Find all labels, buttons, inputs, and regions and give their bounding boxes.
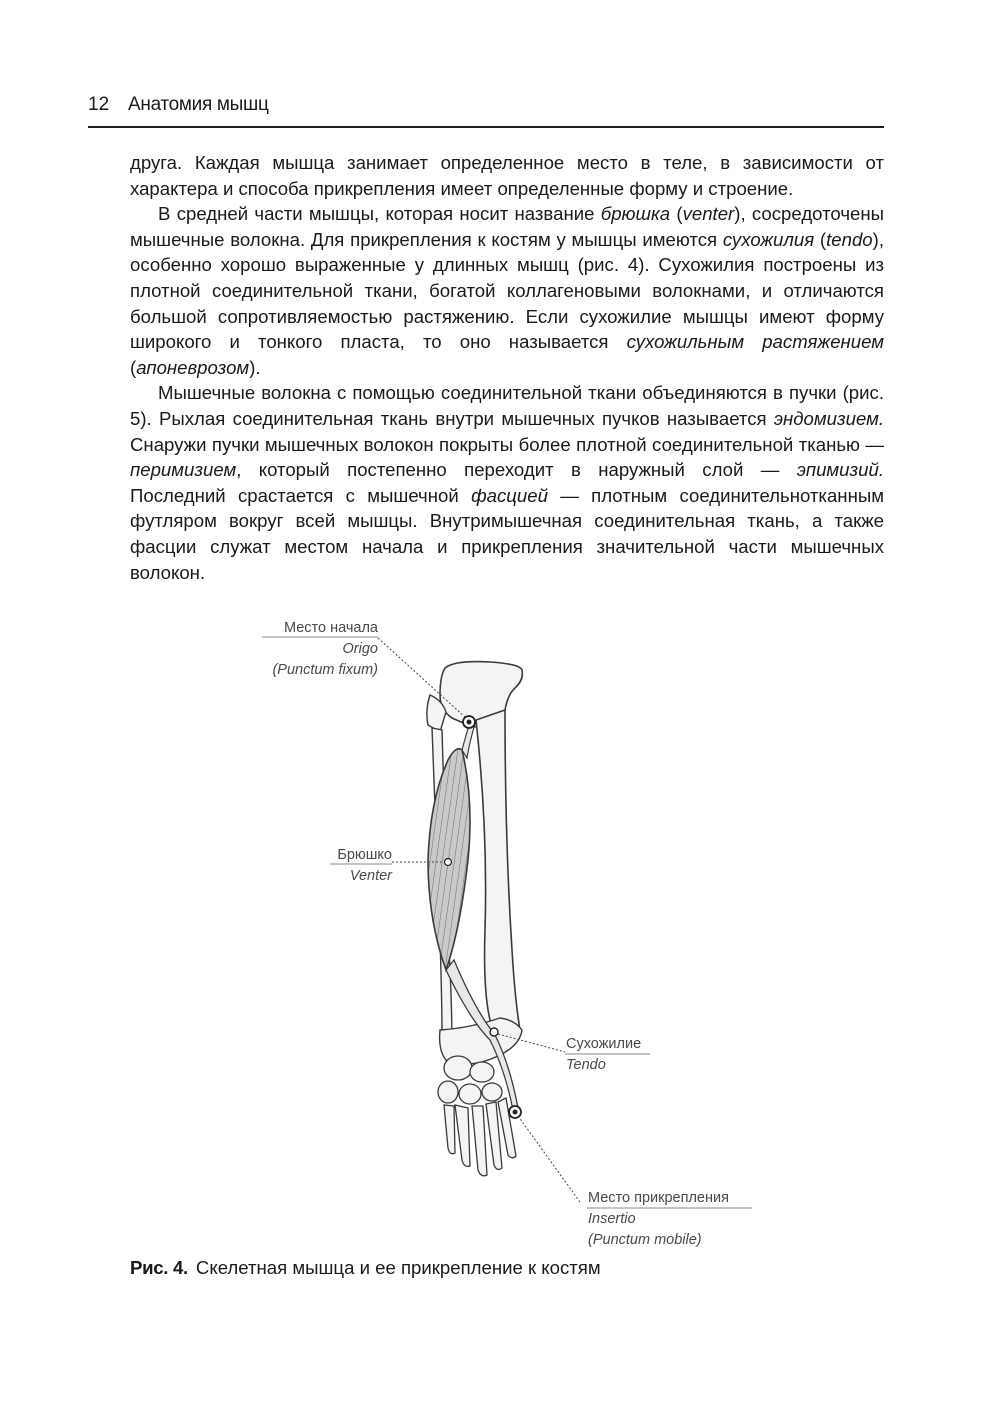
label-tendo-ru: Сухожилие xyxy=(566,1036,642,1052)
caption-label: Рис. 4. xyxy=(130,1257,188,1278)
italic-term: эндомизием. xyxy=(773,407,884,429)
running-title: Анатомия мышц xyxy=(128,94,269,115)
text-run: , который постепенно переходит в наружный слой — xyxy=(236,459,797,481)
text-run: ( xyxy=(814,228,827,250)
label-origin-ru: Место начала xyxy=(283,620,378,636)
italic-term: сухожильным растяжением xyxy=(626,331,884,353)
label-insertio-la: Insertio xyxy=(588,1211,636,1227)
label-insertio-la2: (Punctum mobile) xyxy=(588,1232,702,1248)
label-origin xyxy=(262,618,378,681)
text-run: ). xyxy=(249,356,261,378)
tendo-marker xyxy=(490,1028,498,1036)
text-run: В средней части мышцы, которая носит название xyxy=(158,203,601,225)
label-venter-la: Venter xyxy=(349,868,392,884)
text-run: — плотным соединительнотканным футляром вокруг всей мышцы. Внутримышечная соединительная ткань, а также фасции служат местом начала и прикрепления значительной части мышечных волокон. xyxy=(130,484,884,583)
text-run: ), особенно хорошо выраженные у длинных мышц (рис. 4). Сухожилия построены из плотной соединительной ткани, богатой коллагеновыми волокнами, и отличаются большой сопротивляемостью растяжению. Если сухожилие мышцы имеют форму широкого и тонкого пласта, то оно называется xyxy=(130,228,884,353)
italic-term: tendo xyxy=(826,228,873,250)
text-run: Снаружи пучки мышечных волокон покрыты более плотной соединительной тканью — xyxy=(130,433,884,455)
figure-caption xyxy=(130,1257,601,1279)
text-run: Мышечные волокна с помощью соединительной ткани объединяются в пучки (рис. 5). Рыхлая соединительная ткань внутри мышечных пучков называется xyxy=(130,382,884,429)
text-run: Последний срастается с мышечной xyxy=(130,484,472,506)
italic-term: брюшка xyxy=(600,203,671,225)
text-run: ( xyxy=(130,356,137,378)
text-run: ), сосредоточены мышечные волокна. Для прикрепления к костям у мышцы имеются xyxy=(130,203,884,250)
label-insertio-ru: Место прикрепления xyxy=(588,1190,729,1206)
label-insertio xyxy=(588,1188,768,1251)
leg-illustration xyxy=(0,600,1000,1260)
text-run: ( xyxy=(670,203,683,225)
italic-term: сухожилия xyxy=(722,228,815,250)
page-number: 12 xyxy=(88,94,110,115)
body-text xyxy=(130,150,884,585)
italic-term: venter xyxy=(682,203,735,225)
paragraph xyxy=(130,380,884,585)
figure-4 xyxy=(0,600,1000,1260)
tibia-shaft xyxy=(476,710,520,1040)
paragraph xyxy=(130,201,884,380)
label-origin-la2: (Punctum fixum) xyxy=(272,662,378,678)
italic-term: эпимизий. xyxy=(796,459,884,481)
running-header xyxy=(88,94,884,124)
label-venter xyxy=(320,845,392,887)
label-venter-ru: Брюшко xyxy=(337,847,392,863)
venter-marker xyxy=(445,859,452,866)
label-tendo-la: Tendo xyxy=(566,1057,606,1073)
label-tendo xyxy=(566,1034,666,1076)
italic-term: фасцией xyxy=(471,484,548,506)
italic-term: перимизием xyxy=(130,459,237,481)
text-run: друга. Каждая мышца занимает определенное место в теле, в зависимости от характера и способа прикрепления имеет определенные форму и строение. xyxy=(130,152,884,199)
italic-term: апоневрозом xyxy=(136,356,250,378)
header-rule xyxy=(88,126,884,128)
paragraph xyxy=(130,150,884,201)
label-origin-la: Origo xyxy=(342,641,378,657)
caption-text: Скелетная мышца и ее прикрепление к костям xyxy=(195,1257,601,1278)
